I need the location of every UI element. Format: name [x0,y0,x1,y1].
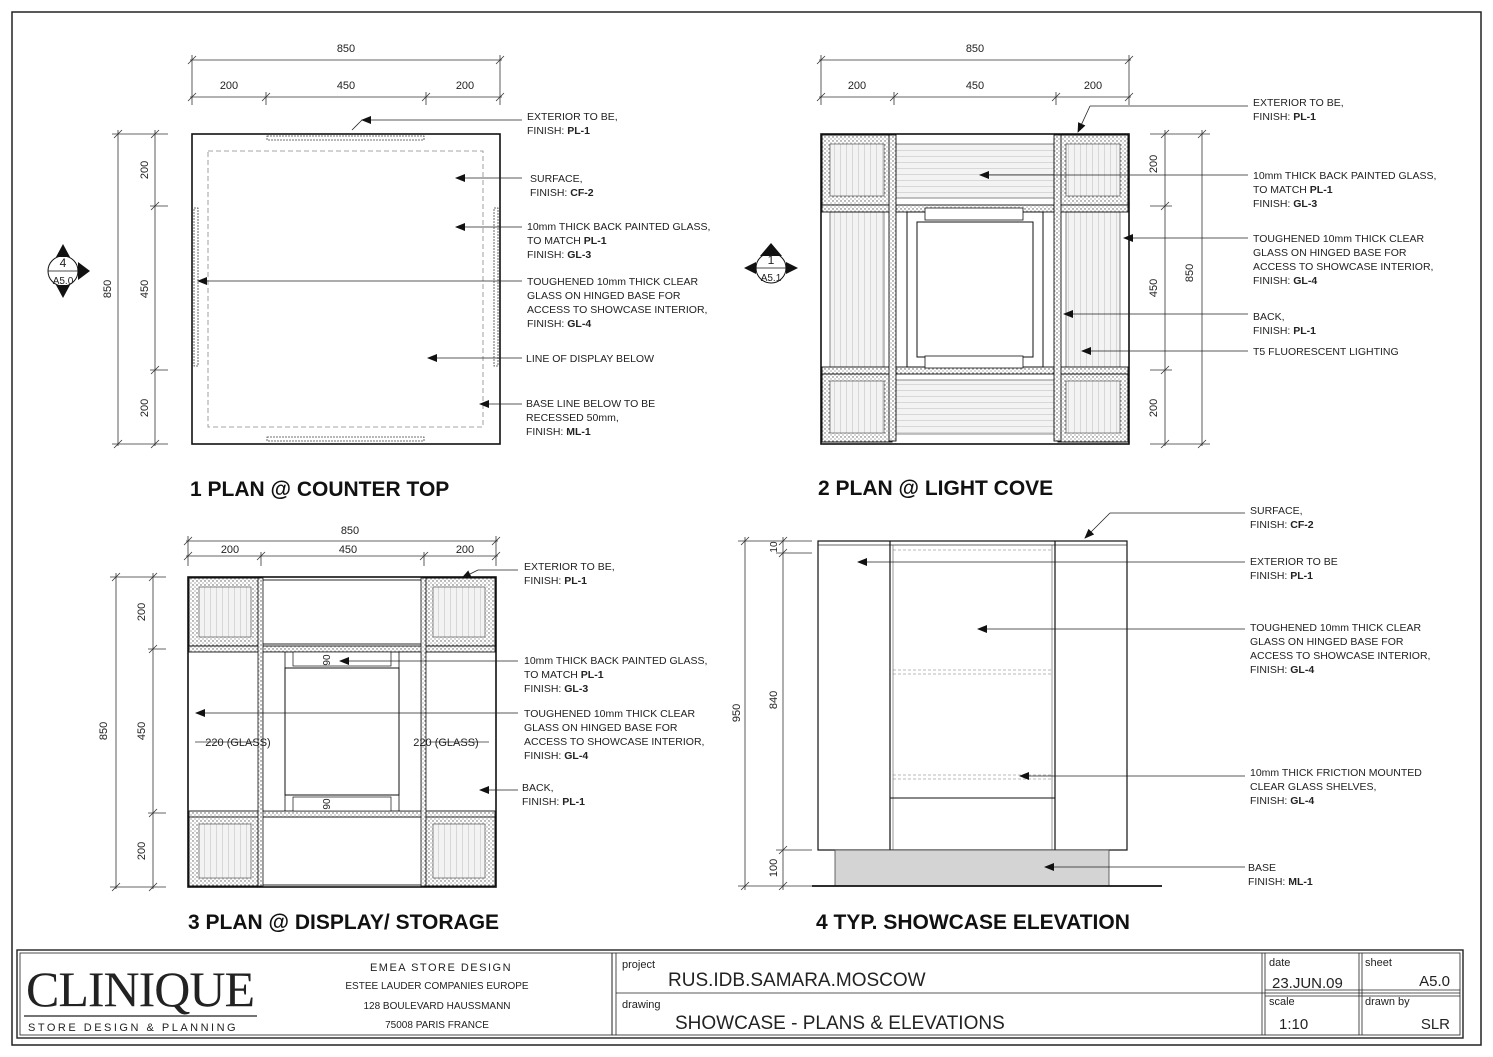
svg-text:FINISH: PL-1 [524,575,587,587]
note-line: EXTERIOR TO BE, [524,561,615,573]
dim-height-mid: 450 [136,721,148,741]
note-line: GLASS ON HINGED BASE FOR [1250,636,1404,648]
section-tag-ref: A5.1 [760,273,782,284]
svg-text:FINISH: PL-1 [1253,111,1316,123]
note-line: TO MATCH [1253,184,1310,196]
dim-overall-width: 850 [340,525,360,537]
finish-code: PL-1 [567,125,591,137]
dim-overall-width: 850 [336,43,356,55]
svg-text:FINISH: GL-4 [1250,664,1314,676]
dim-height-bottom: 200 [139,398,151,418]
note-line: EXTERIOR TO BE [1250,556,1338,568]
svg-text:FINISH: PL-1 [527,125,590,137]
dim-body: 840 [768,690,780,710]
plan2-notes [1253,97,1436,358]
note-finish: FINISH: [1250,795,1291,807]
note-line: ACCESS TO SHOWCASE INTERIOR, [524,736,705,748]
note-line: TO MATCH [527,235,584,247]
svg-text:FINISH: GL-3 [527,249,591,261]
note-line: ACCESS TO SHOWCASE INTERIOR, [527,304,708,316]
dim-glass-right: 220 (GLASS) [413,737,479,749]
office-line: 128 BOULEVARD HAUSSMANN [363,1001,511,1012]
note-line: EXTERIOR TO BE, [527,111,618,123]
note-line: 10mm THICK BACK PAINTED GLASS, [524,655,708,667]
drawing-title-plan3: 3 PLAN @ DISPLAY/ STORAGE [188,911,500,934]
note-line: GLASS ON HINGED BASE FOR [527,290,681,302]
sheet-value: A5.0 [1419,973,1450,990]
finish-code: GL-4 [567,318,592,330]
note-finish: FINISH: [1250,664,1291,676]
finish-code: CF-2 [1290,519,1314,531]
note-line: SURFACE, [530,173,583,185]
dim-height-top: 200 [1148,154,1160,174]
project-label: project [622,959,656,971]
note-finish: FINISH: [527,318,568,330]
dim-width-left: 200 [220,544,240,556]
note-line: TO MATCH [524,669,581,681]
sheet-label: sheet [1365,957,1392,969]
svg-text:FINISH: CF-2 [530,187,594,199]
note-finish: FINISH: [524,683,565,695]
dim-shelf-bottom: 90 [322,798,333,810]
scale-value: 1:10 [1279,1016,1309,1033]
svg-text:TO MATCH PL-1 [524,669,604,681]
dim-height-mid: 450 [1148,278,1160,298]
note-finish: FINISH: [524,750,565,762]
svg-text:FINISH: GL-4 [524,750,588,762]
note-line: TOUGHENED 10mm THICK CLEAR [1250,622,1422,634]
finish-code: CF-2 [570,187,594,199]
svg-text:FINISH: PL-1 [1250,570,1313,582]
finish-code: GL-4 [1293,275,1318,287]
office-line: 75008 PARIS FRANCE [385,1020,489,1031]
note-finish: FINISH: [1248,876,1289,888]
drawing-title-plan2: 2 PLAN @ LIGHT COVE [818,477,1054,500]
drawnby-value: SLR [1420,1016,1450,1033]
svg-text:FINISH: ML-1 [1248,876,1313,888]
note-finish: FINISH: [527,249,568,261]
dim-base: 100 [768,858,780,878]
note-finish: FINISH: [1250,570,1291,582]
svg-text:FINISH: PL-1 [522,796,585,808]
svg-text:FINISH: PL-1 [1253,325,1316,337]
note-line: TOUGHENED 10mm THICK CLEAR [524,708,696,720]
finish-code: ML-1 [566,426,591,438]
dim-overall-height: 850 [102,279,114,299]
note-line: RECESSED 50mm, [526,412,619,424]
dim-height-mid: 450 [139,279,151,299]
svg-text:TO MATCH PL-1 [527,235,607,247]
dim-width-right: 200 [455,544,475,556]
finish-code: PL-1 [1293,325,1317,337]
finish-code: GL-4 [1290,795,1315,807]
note-line: TOUGHENED 10mm THICK CLEAR [1253,233,1425,245]
note-line: EXTERIOR TO BE, [1253,97,1344,109]
dim-height-top: 200 [136,602,148,622]
svg-text:TO MATCH PL-1 [1253,184,1333,196]
note-finish: FINISH: [1250,519,1291,531]
dim-width-mid: 450 [965,80,985,92]
note-line: ACCESS TO SHOWCASE INTERIOR, [1250,650,1431,662]
note-line: BACK, [1253,311,1285,323]
drawing-label: drawing [622,999,661,1011]
finish-code: PL-1 [1290,570,1314,582]
note-line: CLEAR GLASS SHELVES, [1250,781,1377,793]
dim-height-bottom: 200 [136,841,148,861]
finish-code: GL-3 [567,249,592,261]
note-finish: FINISH: [1253,198,1294,210]
plan1-notes [526,111,710,438]
dim-top: 10 [769,541,780,553]
note-line: 10mm THICK FRICTION MOUNTED [1250,767,1422,779]
note-finish: FINISH: [1253,111,1294,123]
office-line: ESTEE LAUDER COMPANIES EUROPE [345,981,529,992]
svg-text:FINISH: ML-1 [526,426,591,438]
note-line: 10mm THICK BACK PAINTED GLASS, [527,221,711,233]
section-tag-number: 4 [59,256,67,270]
finish-code: GL-3 [564,683,589,695]
dim-glass-left: 220 (GLASS) [205,737,271,749]
note-finish: FINISH: [522,796,563,808]
note-line: T5 FLUORESCENT LIGHTING [1253,346,1399,358]
note-line: BACK, [522,782,554,794]
note-finish: FINISH: [524,575,565,587]
scale-label: scale [1269,996,1295,1008]
finish-code: PL-1 [1293,111,1317,123]
date-label: date [1269,957,1291,969]
date-value: 23.JUN.09 [1272,975,1343,992]
finish-code: PL-1 [580,669,604,681]
svg-text:FINISH: GL-4 [1250,795,1314,807]
drawing-title-elev4: 4 TYP. SHOWCASE ELEVATION [816,911,1130,934]
svg-text:FINISH: GL-4 [1253,275,1317,287]
note-line: 10mm THICK BACK PAINTED GLASS, [1253,170,1437,182]
drawing-value: SHOWCASE - PLANS & ELEVATIONS [675,1013,1005,1034]
dim-width-right: 200 [455,80,475,92]
note-line: TOUGHENED 10mm THICK CLEAR [527,276,699,288]
finish-code: PL-1 [564,575,588,587]
svg-text:FINISH: CF-2 [1250,519,1314,531]
dim-overall-height: 950 [731,703,743,723]
section-tag-ref: A5.0 [52,276,74,287]
note-line: GLASS ON HINGED BASE FOR [524,722,678,734]
note-finish: FINISH: [527,125,568,137]
note-finish: FINISH: [1253,325,1294,337]
dim-overall-width: 850 [965,43,985,55]
dim-height-bottom: 200 [1148,398,1160,418]
dim-width-left: 200 [219,80,239,92]
brand-logo: CLINIQUE [26,961,255,1017]
finish-code: PL-1 [583,235,607,247]
finish-code: ML-1 [1288,876,1313,888]
dim-overall-height: 850 [1184,263,1196,283]
dim-shelf-top: 90 [322,654,333,666]
note-finish: FINISH: [530,187,571,199]
note-line: ACCESS TO SHOWCASE INTERIOR, [1253,261,1434,273]
dim-width-mid: 450 [338,544,358,556]
note-line: SURFACE, [1250,505,1303,517]
dim-width-left: 200 [847,80,867,92]
elev4-notes [1248,505,1430,888]
plan3-notes [522,561,707,808]
project-value: RUS.IDB.SAMARA.MOSCOW [668,970,926,991]
finish-code: PL-1 [1309,184,1333,196]
dim-width-right: 200 [1083,80,1103,92]
finish-code: GL-4 [564,750,589,762]
dim-height-top: 200 [139,160,151,180]
note-line: GLASS ON HINGED BASE FOR [1253,247,1407,259]
svg-text:FINISH: GL-3 [524,683,588,695]
note-line: BASE LINE BELOW TO BE [526,398,656,410]
note-line: LINE OF DISPLAY BELOW [526,353,654,365]
drawing-title-plan1: 1 PLAN @ COUNTER TOP [190,478,450,501]
dim-overall-height: 850 [98,721,110,741]
finish-code: PL-1 [562,796,586,808]
note-line: BASE [1248,862,1277,874]
note-finish: FINISH: [526,426,567,438]
drawnby-label: drawn by [1365,996,1410,1008]
finish-code: GL-4 [1290,664,1315,676]
svg-text:FINISH: GL-3 [1253,198,1317,210]
note-finish: FINISH: [1253,275,1294,287]
brand-subtitle: STORE DESIGN & PLANNING [28,1022,239,1034]
svg-text:FINISH: GL-4 [527,318,591,330]
dim-width-mid: 450 [336,80,356,92]
office-line: EMEA STORE DESIGN [369,962,513,974]
finish-code: GL-3 [1293,198,1318,210]
section-tag-number: 1 [767,253,775,267]
